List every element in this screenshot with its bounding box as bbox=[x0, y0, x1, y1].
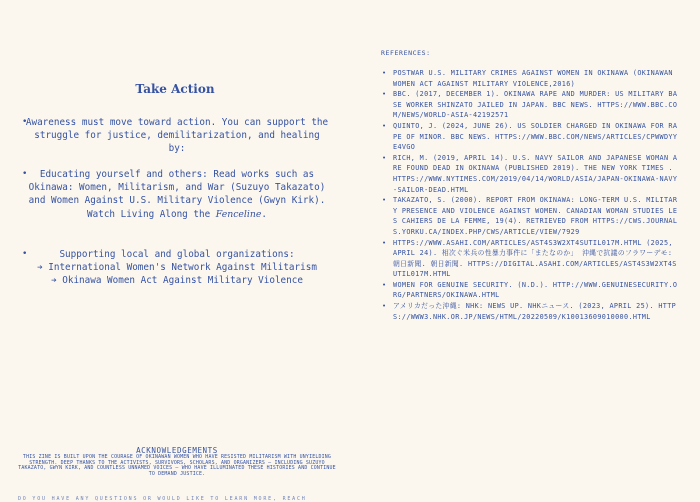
reference-item: • POSTWAR U.S. MILITARY CRIMES AGAINST WOMEN IN OKINAWA (OKINAWAN WOMEN ACT AGAINST MILITARY VIOLENCE,2016) bbox=[381, 68, 681, 89]
educate-paragraph bbox=[24, 168, 330, 221]
reference-item: • BBC. (2017, DECEMBER 1). OKINAWA RAPE AND MURDER: US MILITARY BASE WORKER SHINZATO JAILED IN JAPAN. BBC NEWS. HTTPS://WWW.BBC.COM/NEWS/WORLD-ASIA-42192571 bbox=[381, 89, 681, 121]
bullet-icon: • bbox=[22, 169, 28, 179]
references-heading: REFERENCES: bbox=[381, 49, 431, 57]
acknowledgements-body: THIS ZINE IS BUILT UPON THE COURAGE OF OKINAWAN WOMEN WHO HAVE RESISTED MILITARISM WITH UNYIELDING STRENGTH. DEEP THANKS TO THE ACTIVISTS, SURVIVORS, SCHOLARS, AND ORGANIZERS — INCLUDING SUZUYO TAKAZATO, GWYN KIRK, AND COUNTLESS UNNAMED VOICES — WHO HAVE ILLUMINATED THESE HISTORIES AND CONTINUE TO DEMAND JUSTICE. bbox=[18, 454, 336, 477]
bullet-icon: • bbox=[22, 249, 28, 259]
watch-title: Fenceline bbox=[215, 208, 262, 220]
reference-item: • WOMEN FOR GENUINE SECURITY. (N.D.). HTTP://WWW.GENUINESECURITY.ORG/PARTNERS/OKINAWA.HTML bbox=[381, 280, 681, 301]
reference-item: • TAKAZATO, S. (2000). REPORT FROM OKINAWA: LONG-TERM U.S. MILITARY PRESENCE AND VIOLENCE AGAINST WOMEN. CANADIAN WOMAN STUDIES LES CAHIERS DE LA FEMME, 19(4). RETRIEVED FROM HTTPS://CWS.JOURNALS.YORKU.CA/INDEX.PHP/CWS/ARTICLE/VIEW/7929 bbox=[381, 195, 681, 237]
org-item: ➔ Okinawa Women Act Against Military Violence bbox=[51, 275, 303, 287]
reference-item: • QUINTO, J. (2024, JUNE 26). US SOLDIER CHARGED IN OKINAWA FOR RAPE OF MINOR. BBC NEWS. HTTPS://WWW.BBC.COM/NEWS/ARTICLES/CPWWDYYE4VGO bbox=[381, 121, 681, 153]
bullet-icon: • bbox=[22, 117, 28, 127]
organizations-text: Supporting local and global organizations: bbox=[59, 249, 295, 260]
references-list bbox=[381, 68, 681, 322]
contact-line: DO YOU HAVE ANY QUESTIONS OR WOULD LIKE TO LEARN MORE, REACH bbox=[18, 496, 307, 502]
reference-item: • RICH, M. (2019, APRIL 14). U.S. NAVY SAILOR AND JAPANESE WOMAN ARE FOUND DEAD IN OKINAWA (PUBLISHED 2019). THE NEW YORK TIMES . HTTPS://WWW.NYTIMES.COM/2019/04/14/WORLD/ASIA/JAPAN-OKINAWA-NAVY-SAILOR-DEAD.HTML bbox=[381, 153, 681, 195]
references-panel bbox=[350, 0, 700, 500]
awareness-paragraph bbox=[24, 116, 330, 156]
watch-prefix: Watch Living Along the bbox=[87, 208, 216, 220]
educate-text: Educating yourself and others: Read works such as Okinawa: Women, Militarism, and War (Suzuyo Takazato) and Women Against U.S. Military Violence (Gwyn Kirk). bbox=[28, 169, 326, 207]
take-action-panel bbox=[0, 0, 350, 500]
organizations-paragraph bbox=[24, 248, 330, 288]
reference-item: • HTTPS://WWW.ASAHI.COM/ARTICLES/AST4S3W2XT4SUTIL017M.HTML (2025, APRIL 24). 相次ぐ米兵の性暴力事件に「またなのか」 沖縄で抗議のフラワーデモ: 朝日新聞. 朝日新聞. HTTPS://DIGITAL.ASAHI.COM/ARTICLES/AST4S3W2XT4SUTIL017M.HTML bbox=[381, 238, 681, 280]
org-item: ➔ International Women's Network Against Militarism bbox=[37, 262, 317, 274]
acknowledgements-title: ACKNOWLEDGEMENTS bbox=[136, 446, 218, 455]
reference-item: • アメリカだった沖縄: NHK: NEWS UP. NHKニュース. (2023, APRIL 25). HTTPS://WWW3.NHK.OR.JP/NEWS/HTML/20220509/K10013609010000.HTML bbox=[381, 301, 681, 322]
awareness-text: Awareness must move toward action. You can support the struggle for justice, demilitarization, and healing by: bbox=[25, 117, 329, 155]
watch-suffix: . bbox=[261, 208, 267, 220]
acknowledgements bbox=[18, 446, 336, 477]
page-title: Take Action bbox=[135, 82, 215, 96]
